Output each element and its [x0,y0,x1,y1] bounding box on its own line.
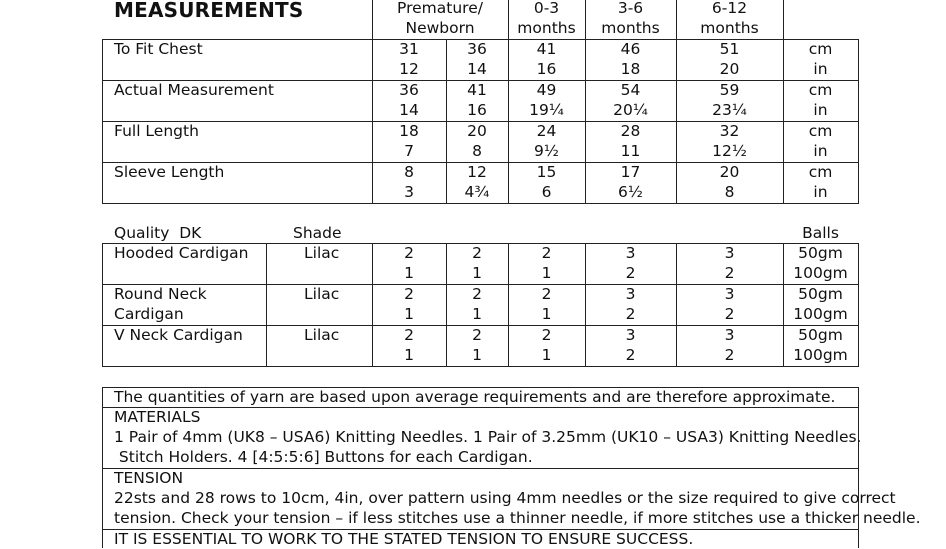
shade-header: Shade [293,224,342,242]
cell: 7 [404,142,414,160]
cell: 8 [404,163,414,181]
size-header-2-line1: 0-3 [533,0,560,17]
size-header-1-line1: Premature/ [397,0,483,17]
cell: 14 [399,101,419,119]
cell: 6½ [618,183,643,201]
cell: 1 [541,305,552,323]
row-label: Full Length [114,122,199,140]
unit: 50gm [798,326,843,344]
unit: in [813,60,828,78]
cell: 20 [467,122,487,140]
cell: 12½ [712,142,747,160]
tension-heading: TENSION [114,469,184,487]
cell: 23¼ [712,101,747,119]
cell: 59 [719,81,740,99]
size-header-4-line2: months [700,19,759,37]
cell: 3 [625,244,636,262]
tension-text-line1: 22sts and 28 rows to 10cm, 4in, over pattern using 4mm needles or the size required to give correct [114,489,896,507]
cell: 3 [724,326,735,344]
shade: Lilac [304,285,340,303]
essential-note: IT IS ESSENTIAL TO WORK TO THE STATED TENSION TO ENSURE SUCCESS. [114,530,694,548]
unit: cm [808,40,833,58]
unit: 50gm [798,244,843,262]
cell: 3 [404,183,414,201]
unit: 100gm [793,346,848,364]
cell: 12 [467,163,487,181]
row-label: Round Neck [114,285,207,303]
cell: 2 [472,326,482,344]
cell: 16 [536,60,557,78]
cell: 1 [472,346,482,364]
materials-heading: MATERIALS [114,408,201,426]
cell: 2 [541,285,552,303]
cell: 2 [404,244,414,262]
cell: 2 [724,305,735,323]
size-header-3-line1: 3-6 [617,0,644,17]
cell: 17 [620,163,641,181]
cell: 2 [404,285,414,303]
cell: 3 [724,244,735,262]
cell: 6 [541,183,552,201]
cell: 24 [536,122,557,140]
cell: 12 [399,60,419,78]
size-header-1-line2: Newborn [405,19,475,37]
cell: 18 [620,60,641,78]
cell: 54 [620,81,641,99]
row-label-line2: Cardigan [114,305,184,323]
quality-label: Quality DK [114,224,202,242]
cell: 1 [404,305,414,323]
cell: 19¼ [529,101,564,119]
row-label: V Neck Cardigan [114,326,243,344]
cell: 41 [467,81,487,99]
cell: 2 [625,305,636,323]
cell: 28 [620,122,641,140]
cell: 2 [541,244,552,262]
cell: 49 [536,81,557,99]
cell: 2 [724,346,735,364]
cell: 2 [472,285,482,303]
cell: 2 [541,326,552,344]
cell: 36 [467,40,487,58]
cell: 2 [724,264,735,282]
unit: cm [808,122,833,140]
cell: 11 [620,142,641,160]
unit: cm [808,81,833,99]
cell: 15 [536,163,557,181]
row-label: Sleeve Length [114,163,225,181]
balls-header: Balls [802,224,839,242]
cell: 1 [404,346,414,364]
cell: 4¾ [464,183,490,201]
cell: 20¼ [613,101,648,119]
cell: 9½ [534,142,559,160]
unit: in [813,101,828,119]
shade: Lilac [304,326,340,344]
size-header-2-line2: months [517,19,576,37]
cell: 46 [620,40,641,58]
cell: 1 [472,264,482,282]
cell: 16 [467,101,487,119]
cell: 51 [719,40,740,58]
materials-text-line1: 1 Pair of 4mm (UK8 – USA6) Knitting Needles. 1 Pair of 3.25mm (UK10 – USA3) Knitting Needles. [114,428,862,446]
cell: 8 [724,183,735,201]
cell: 1 [541,264,552,282]
row-label: Hooded Cardigan [114,244,249,262]
cell: 31 [399,40,419,58]
unit: 100gm [793,305,848,323]
tension-text-line2: tension. Check your tension – if less stitches use a thinner needle, if more stitches use a thicker needle. [114,509,921,527]
row-label: Actual Measurement [114,81,274,99]
cell: 20 [719,163,740,181]
row-label: To Fit Chest [114,40,203,58]
cell: 36 [399,81,419,99]
cell: 14 [467,60,487,78]
cell: 32 [719,122,740,140]
cell: 1 [472,305,482,323]
cell: 2 [625,264,636,282]
unit: 100gm [793,264,848,282]
size-header-4-line1: 6-12 [711,0,748,17]
unit: in [813,183,828,201]
quantities-note: The quantities of yarn are based upon average requirements and are therefore approximate. [114,388,836,406]
cell: 18 [399,122,419,140]
cell: 8 [472,142,482,160]
unit: 50gm [798,285,843,303]
cell: 1 [404,264,414,282]
cell: 20 [719,60,740,78]
cell: 1 [541,346,552,364]
shade: Lilac [304,244,340,262]
cell: 41 [536,40,557,58]
cell: 2 [472,244,482,262]
measurements-title: MEASUREMENTS [114,0,304,22]
cell: 3 [625,326,636,344]
cell: 2 [404,326,414,344]
cell: 2 [625,346,636,364]
unit: cm [808,163,833,181]
size-header-3-line2: months [601,19,660,37]
unit: in [813,142,828,160]
cell: 3 [625,285,636,303]
cell: 3 [724,285,735,303]
materials-text-line2: Stitch Holders. 4 [4:5:5:6] Buttons for each Cardigan. [114,448,533,466]
